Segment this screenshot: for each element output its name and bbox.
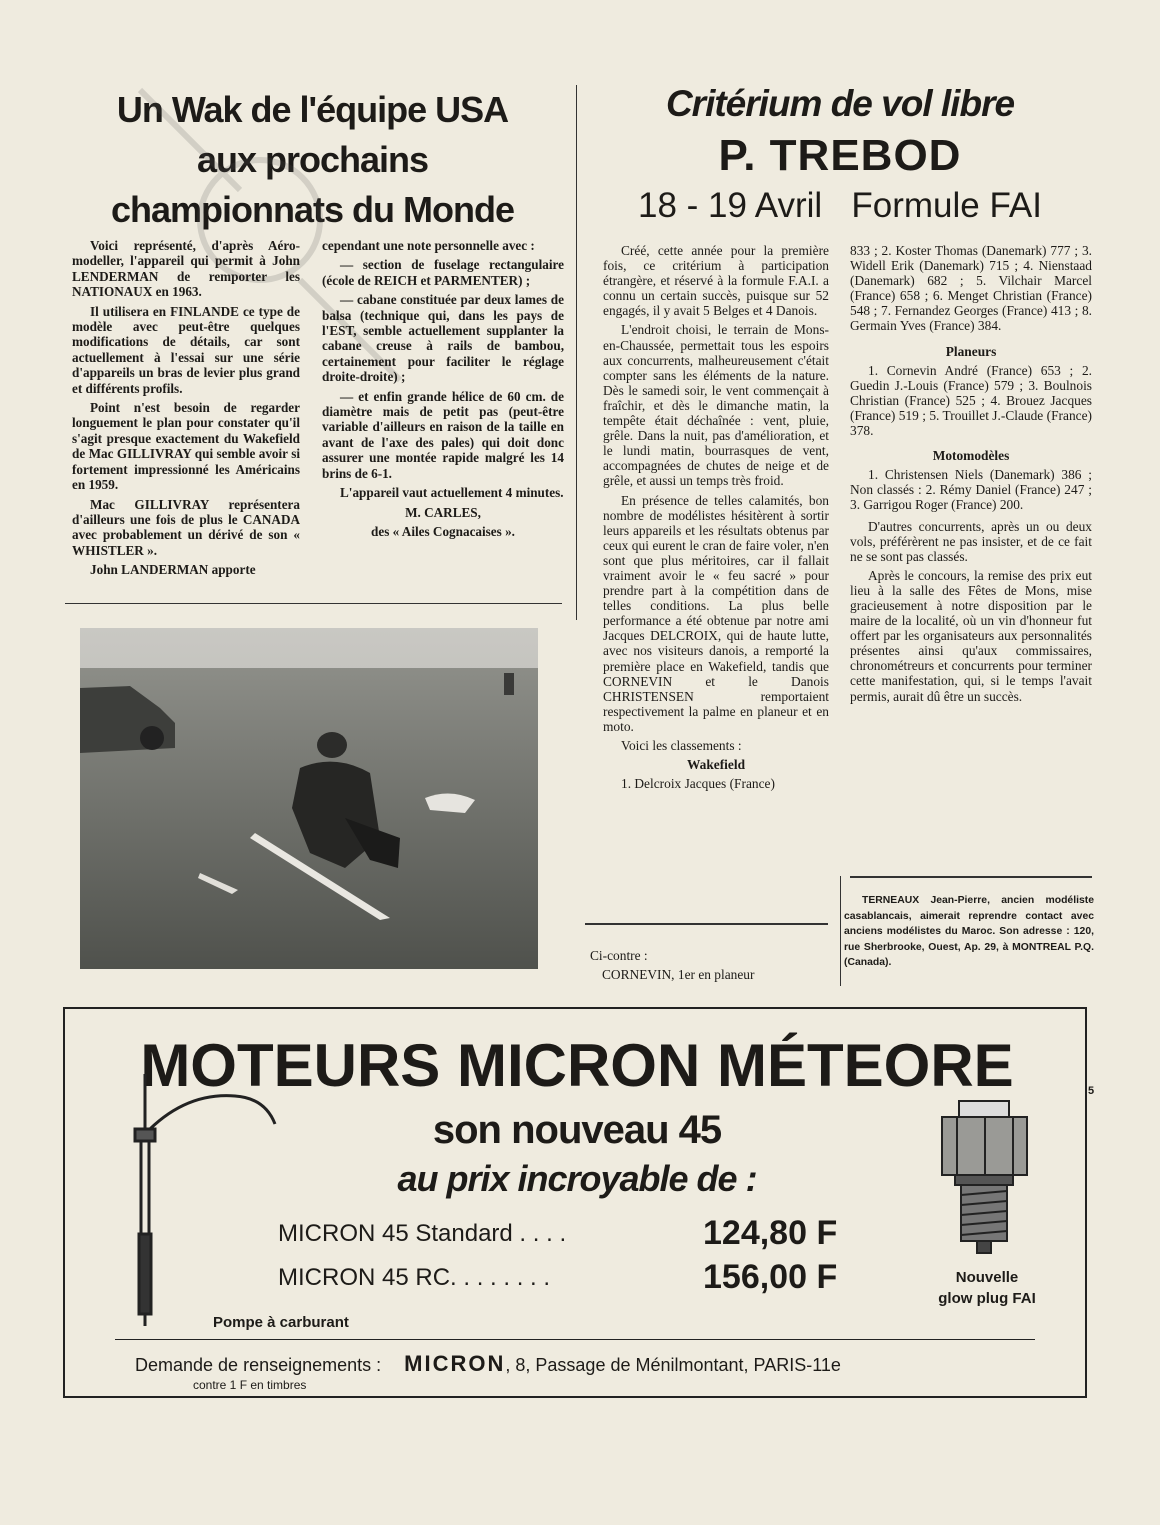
contact-note: contre 1 F en timbres <box>193 1378 307 1392</box>
paragraph: — cabane constituée par deux lames de balsa (technique qui, dans les pays de l'EST, semble actuellement supplanter la cabane creuse à rails de bambou, certainement pour faciliter le réglage droite-droite) ; <box>322 292 564 385</box>
left-article <box>60 80 565 610</box>
ad-subheadline: son nouveau 45 <box>432 1108 722 1152</box>
wakefield-heading: Wakefield <box>686 757 746 773</box>
divider <box>850 876 1092 878</box>
paragraph: Mac GILLIVRAY représentera d'ailleurs une fois de plus le CANADA avec probablement un dérivé de son « WHISTLER ». <box>72 496 300 558</box>
right-col-2 <box>850 243 1092 708</box>
column-divider <box>840 876 841 986</box>
photo-caption <box>590 946 820 984</box>
paragraph: L'appareil vaut actuellement 4 minutes. <box>340 485 564 501</box>
article-title-line-3: championnats du Monde <box>110 189 514 230</box>
notice-text: TERNEAUX Jean-Pierre, ancien modéliste casablancais, aimerait reprendre contact avec anciens modélistes du Maroc. Son adresse : 120, rue Sherbrooke, Ouest, Ap. 29, à MONTREAL P.Q. (Canada). <box>844 895 1094 969</box>
planeurs-heading: Planeurs <box>945 343 997 359</box>
paragraph: 1. Cornevin André (France) 653 ; 2. Guedin J.-Louis (France) 579 ; 3. Boulnois Christian (France) 525 ; 4. Brouez Jacques (France) 519 ; 5. Trouillet J.-Claude (France) 378. <box>850 362 1092 439</box>
paragraph: D'autres concurrents, après un ou deux vols, préférèrent ne pas insister, et de ce fait ne se sont pas classés. <box>850 518 1092 564</box>
paragraph: En présence de telles calamités, bon nombre de modélistes hésitèrent à sortir leurs appareils et les résultats obtenus par ceux qui eurent le cran de faire voler, n'en sont que plus méritoires, car il fallait vraiment avoir le « feu sacré » pour prendre part à la compétition dans de telles conditions. La plus belle performance a été obtenue par notre ami Jacques DELCROIX, qui de haute lutte, avec nos visiteurs danois, a remporté la première place en Wakefield, tandis que CORNEVIN et le Danois CHRISTENSEN remportaient respectivement la palme en planeur et en moto. <box>603 492 829 734</box>
pump-caption: Pompe à carburant <box>213 1314 349 1331</box>
paragraph: Il utilisera en FINLANDE ce type de modèle avec peut-être quelques modifications de détails, car sont actuellement à l'essai sur une série d'appareils un bras de levier plus grand et différents profils. <box>72 303 300 396</box>
paragraph: Après le concours, la remise des prix eut lieu à la salle des Fêtes de Mons, mise gracieusement à notre disposition par le maire de la localité, où un vin d'honneur fut offert par les organisateurs aux personnalités présentes ainsi qu'aux commissaires, chronométreurs et concurrents pour terminer cette manifestation, qui, si le temps l'avait permis, aurait dû être un succès. <box>850 567 1092 704</box>
ad-price-row-rc <box>278 1258 878 1298</box>
ad-contact-line <box>135 1351 1055 1377</box>
paragraph: Créé, cette année pour la première fois, ce critérium à participation étrangère, et réservé à la formule F.A.I. a connu un certain succès, puisque sur 52 engagés, il y avait 5 Belges et 4 Danois. <box>603 243 829 319</box>
divider <box>585 923 828 925</box>
product-label: MICRON 45 Standard . . . . <box>278 1220 567 1247</box>
product-label: MICRON 45 RC. . . . . . . . <box>278 1264 551 1291</box>
right-article-header <box>590 80 1090 230</box>
moto-heading: Motomodèles <box>932 448 1010 464</box>
contact-address: , 8, Passage de Ménilmontant, PARIS-11e <box>505 1355 841 1375</box>
plug-caption: Nouvelle glow plug FAI <box>938 1269 1036 1307</box>
fuel-pump-illustration <box>125 1064 295 1334</box>
left-col-2 <box>322 238 564 543</box>
paragraph: Point n'est besoin de regarder longuement le plan pour constater qu'il s'agit presque exactement du Wakefield de Mac GILLIVRAY qui semble avoir si fortement impressionné les Américains en 1959. <box>72 400 300 493</box>
glow-plug-illustration <box>937 1099 1032 1259</box>
caption-label: Ci-contre : <box>590 948 648 963</box>
wakefield-result: 1. Delcroix Jacques (France) <box>621 776 775 792</box>
article-title-line-2: aux prochains <box>196 139 429 180</box>
left-col-1 <box>72 238 300 582</box>
photo-glider-field <box>80 628 538 969</box>
ad-box <box>63 1007 1087 1398</box>
product-price: 156,00 F <box>703 1258 838 1296</box>
paragraph: — section de fuselage rectangulaire (école de REICH et PARMENTER) ; <box>322 257 564 288</box>
caption-text: CORNEVIN, 1er en planeur <box>602 967 755 982</box>
right-col-1 <box>603 243 829 795</box>
ad-divider <box>115 1339 1035 1340</box>
paragraph: 1. Christensen Niels (Danemark) 386 ; Non classés : 2. Rémy Daniel (France) 247 ; 3. Garrigou Roger (France) 200. <box>850 467 1092 513</box>
divider <box>65 603 562 604</box>
article-dates: 18 - 19 Avril Formule FAI <box>638 186 1042 225</box>
article-title-line-1: Un Wak de l'équipe USA <box>116 89 509 130</box>
notice-box <box>844 893 1094 975</box>
photo-illustration <box>80 628 538 969</box>
paragraph: Voici les classements : <box>621 738 742 753</box>
paragraph: — et enfin grande hélice de 60 cm. de diamètre mais de petit pas (peut-être variable d'ailleurs en raison de la taille en avant de l'axe des pales) qui doit donc assurer une montée rapide malgré les 14 brins de 6-1. <box>322 388 564 481</box>
article-title: P. TREBOD <box>718 131 962 180</box>
signature: M. CARLES, <box>405 504 481 520</box>
ad-headline: MOTEURS MICRON MÉTEORE <box>140 1032 1014 1099</box>
page-number: 5 <box>1088 1085 1095 1097</box>
column-divider <box>576 85 577 620</box>
ad-price-row-standard <box>278 1214 878 1254</box>
paragraph: L'endroit choisi, le terrain de Mons-en-Chaussée, permettait tous les espoirs aux concurrents, malheureusement c'était compter sans les éléments de la nature. Dès le samedi soir, le vent commençait à fraîchir, et dès le dimanche matin, la tempête était déchaînée : vent, pluie, grêle. Dans la nuit, pas d'amélioration, et le lundi matin, bourrasques de vent, accompagnées de chutes de neige et de grêle, et aussi un temps très froid. <box>603 322 829 489</box>
paragraph: 833 ; 2. Koster Thomas (Danemark) 777 ; 3. Widell Erik (Danemark) 715 ; 4. Nienstaad (Danemark) 682 ; 5. Vilchair Marcel (France) 658 ; 6. Menget Christian (France) 548 ; 7. Fernandez Georges (France) 413 ; 8. Germain Yves (France) 384. <box>850 243 1092 334</box>
article-kicker: Critérium de vol libre <box>665 83 1015 124</box>
signature-org: des « Ailes Cognacaises ». <box>371 523 515 539</box>
paragraph: John LANDERMAN apporte <box>90 562 256 578</box>
brand-logo: MICRON <box>404 1351 506 1376</box>
contact-label: Demande de renseignements : <box>135 1355 382 1375</box>
product-price: 124,80 F <box>703 1214 838 1252</box>
paragraph: Voici représenté, d'après Aéro-modeller, l'appareil qui permit à John LENDERMAN de remporter les NATIONAUX en 1963. <box>72 238 300 300</box>
ad-price-intro: au prix incroyable de : <box>397 1158 757 1199</box>
paragraph: cependant une note personnelle avec : <box>322 238 535 253</box>
